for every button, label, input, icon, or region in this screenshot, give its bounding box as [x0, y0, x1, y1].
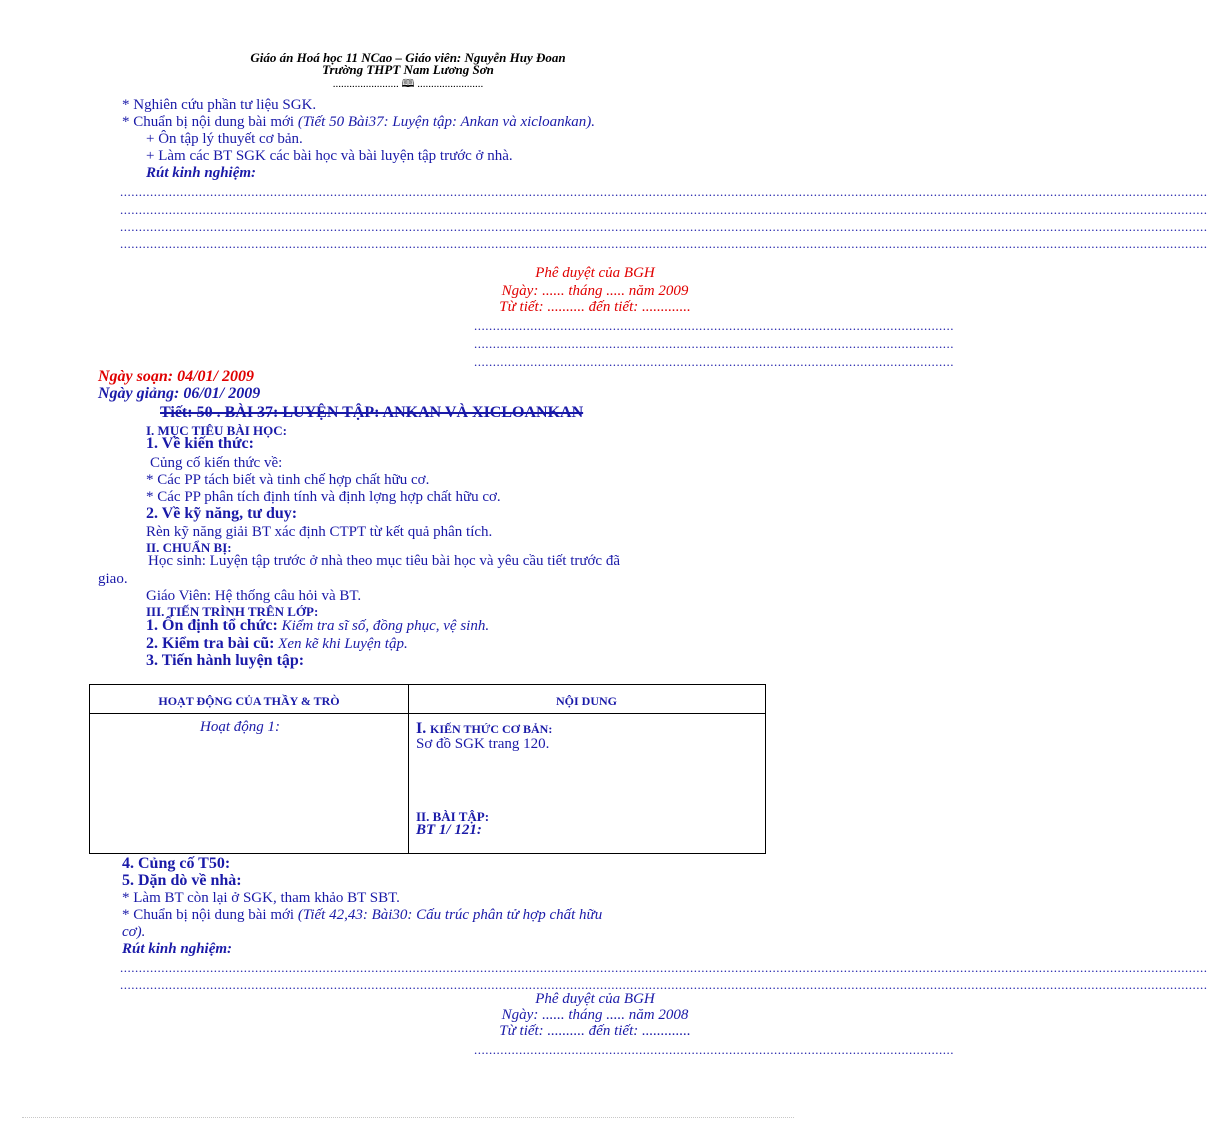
knowledge-line-3: * Các PP phân tích định tính và định lợng hợp chất hữu cơ.	[146, 489, 501, 505]
approval-title: Phê duyệt của BGH	[535, 265, 655, 281]
table-header-content: NỘI DUNG	[555, 694, 617, 708]
note-line-4: + Làm các BT SGK các bài học và bài luyện tập trước ở nhà.	[146, 148, 513, 164]
exercise-item: BT 1/ 121:	[416, 822, 482, 838]
approval-date: Ngày: ...... tháng ..... năm 2009	[501, 283, 689, 299]
dotted-line: ..................................................................................................................................................................................................................................................................................................	[120, 219, 1208, 234]
consolidation-heading: 4. Củng cố T50:	[122, 855, 231, 872]
date-prepared: Ngày soạn: 04/01/ 2009	[98, 368, 254, 385]
subsection-skills: 2. Về kỹ năng, tư duy:	[146, 505, 298, 522]
procedure-line-3: 3. Tiến hành luyện tập:	[146, 652, 305, 669]
section-preparation: II. CHUẨN BỊ:	[146, 540, 232, 555]
note-line-2: * Chuẩn bị nội dung bài mới (Tiết 50 Bài37: Luyện tập: Ankan và xicloankan).	[122, 114, 596, 130]
rut-kinh-nghiem-1: Rút kinh nghiệm:	[146, 165, 257, 181]
prep-line-1-cont: giao.	[98, 571, 128, 587]
dotted-line: ................................................................................................................................	[474, 336, 954, 351]
note-line-3: + Ôn tập lý thuyết cơ bản.	[146, 131, 303, 147]
dotted-line: ................................................................................................................................	[474, 318, 954, 333]
approval2-date: Ngày: ...... tháng ..... năm 2008	[501, 1007, 689, 1023]
procedure-line-1: 1. Ổn định tổ chức: Kiểm tra sĩ số, đồng phục, vệ sinh.	[146, 617, 490, 634]
homework-line-2-cont: cơ).	[122, 924, 146, 940]
procedure-line-2: 2. Kiểm tra bài cũ: Xen kẽ khi Luyện tập.	[146, 635, 408, 652]
dotted-line: ..................................................................................................................................................................................................................................................................................................	[120, 960, 1208, 975]
table-column-rule	[408, 685, 409, 853]
activity-1-label: Hoạt động 1:	[200, 719, 280, 735]
rut-kinh-nghiem-2: Rút kinh nghiệm:	[122, 941, 233, 957]
approval2-title: Phê duyệt của BGH	[535, 991, 655, 1007]
doc-header-line2: Trường THPT Nam Lương Sơn	[322, 62, 494, 77]
dotted-line: ................................................................................................................................	[474, 354, 954, 369]
knowledge-heading: I. KIẾN THỨC CƠ BẢN:	[416, 720, 553, 737]
lesson-title: Tiết: 50 . BÀI 37: LUYỆN TẬP: ANKAN VÀ XICLOANKAN	[160, 404, 584, 421]
note-line-1: * Nghiên cứu phần tư liệu SGK.	[122, 97, 317, 113]
section-objectives: I. MỤC TIÊU BÀI HỌC:	[146, 423, 287, 438]
homework-heading: 5. Dặn dò về nhà:	[122, 872, 242, 889]
dotted-line: ..................................................................................................................................................................................................................................................................................................	[120, 977, 1208, 992]
approval-range: Từ tiết: .......... đến tiết: .............	[499, 299, 691, 315]
dotted-line: ..................................................................................................................................................................................................................................................................................................	[120, 184, 1208, 199]
dotted-line: ..................................................................................................................................................................................................................................................................................................	[120, 236, 1208, 251]
table-header-activities: HOẠT ĐỘNG CỦA THẦY & TRÒ	[158, 694, 340, 708]
skills-line-1: Rèn kỹ năng giải BT xác định CTPT từ kết quả phân tích.	[146, 524, 493, 540]
prep-line-2: Giáo Viên: Hệ thống câu hỏi và BT.	[146, 588, 362, 604]
page-bottom-rule	[22, 1117, 794, 1118]
section-procedure: III. TIẾN TRÌNH TRÊN LỚP:	[146, 604, 319, 619]
homework-line-2: * Chuẩn bị nội dung bài mới (Tiết 42,43: Bài30: Cấu trúc phân tử hợp chất hữu	[122, 907, 603, 923]
dotted-line: ..................................................................................................................................................................................................................................................................................................	[120, 202, 1208, 217]
date-taught: Ngày giảng: 06/01/ 2009	[98, 385, 261, 402]
doc-header-line3: ........................ 🕮 ........................	[332, 78, 484, 90]
dotted-line: ................................................................................................................................	[474, 1042, 954, 1057]
homework-line-1: * Làm BT còn lại ở SGK, tham khảo BT SBT.	[122, 890, 400, 906]
knowledge-line-2: * Các PP tách biết và tinh chế hợp chất hữu cơ.	[146, 472, 430, 488]
approval2-range: Từ tiết: .......... đến tiết: .............	[499, 1023, 691, 1039]
subsection-knowledge: 1. Về kiến thức:	[146, 435, 254, 452]
knowledge-text: Sơ đồ SGK trang 120.	[416, 736, 550, 752]
doc-header-line1: Giáo án Hoá học 11 NCao – Giáo viên: Nguyễn Huy Đoan	[250, 50, 566, 65]
table-header-rule	[90, 713, 765, 714]
activity-table	[89, 684, 766, 854]
prep-line-1: Học sinh: Luyện tập trước ở nhà theo mục tiêu bài học và yêu cầu tiết trước đã	[148, 553, 620, 569]
exercise-heading: II. BÀI TẬP:	[416, 809, 490, 824]
knowledge-line-1: Củng cố kiến thức về:	[150, 455, 283, 471]
